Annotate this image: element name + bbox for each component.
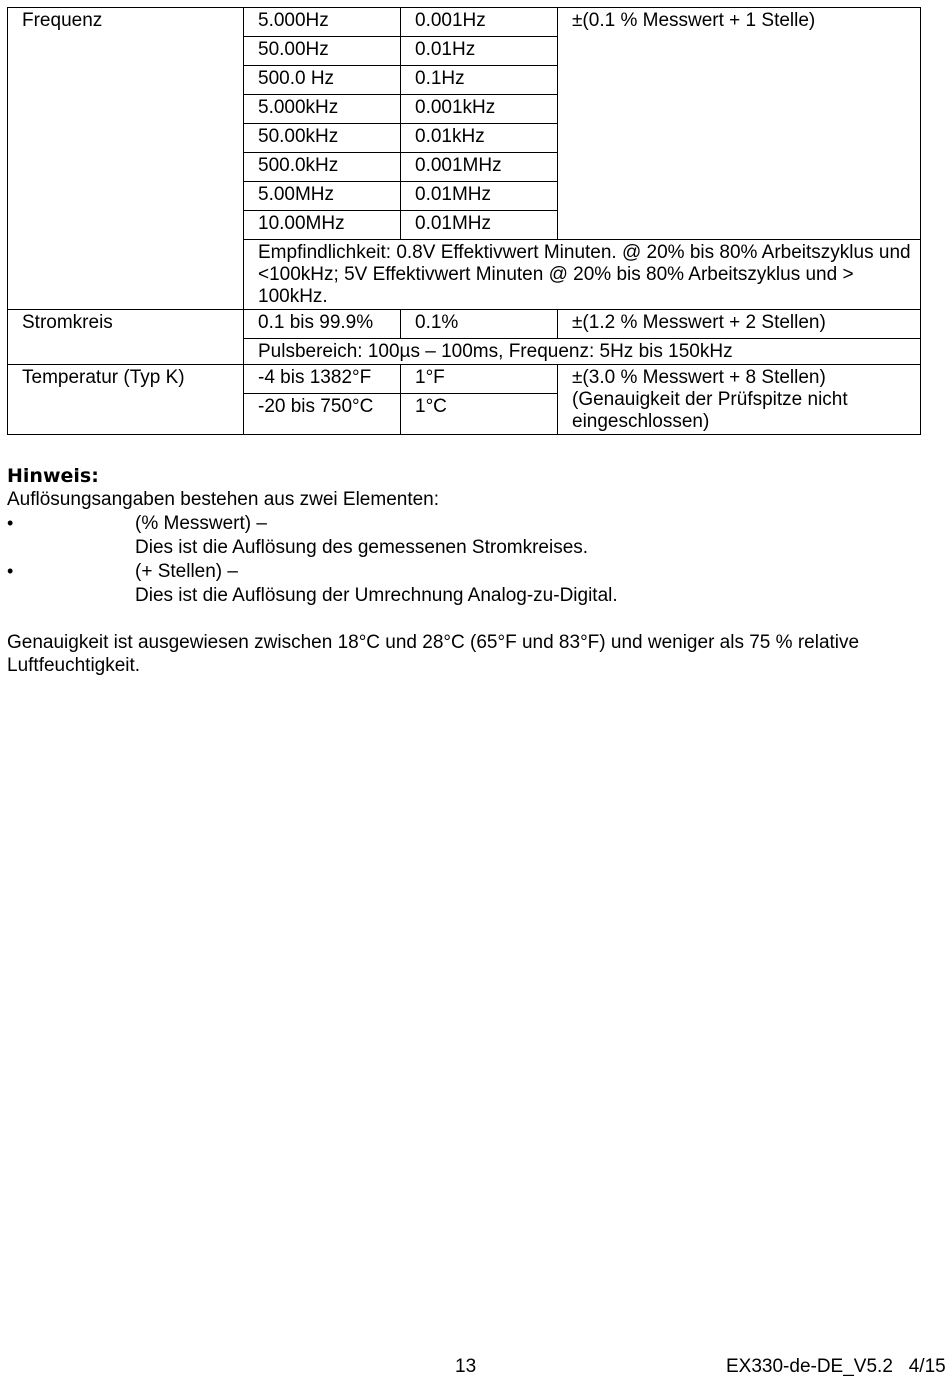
table-row bbox=[8, 8, 921, 37]
accuracy-cell: ±(0.1 % Messwert + 1 Stelle) bbox=[558, 8, 921, 240]
range-cell: 50.00kHz bbox=[244, 124, 401, 153]
resolution-cell: 0.1Hz bbox=[401, 66, 558, 95]
bullet-title: (+ Stellen) – bbox=[135, 561, 238, 582]
bullet-title: (% Messwert) – bbox=[135, 513, 267, 534]
page-number: 13 bbox=[455, 1356, 477, 1377]
resolution-intro: Auflösungsangaben bestehen aus zwei Elementen: bbox=[7, 489, 440, 510]
accuracy-cell: ±(1.2 % Messwert + 2 Stellen) bbox=[558, 310, 921, 339]
accuracy-conditions-note: Genauigkeit ist ausgewiesen zwischen 18°C und 28°C (65°F und 83°F) und weniger als 75 % relative Luftfeuchtigkeit. bbox=[7, 632, 860, 676]
function-label-frequency-continued bbox=[8, 240, 244, 310]
range-cell: 5.00MHz bbox=[244, 182, 401, 211]
range-cell: 10.00MHz bbox=[244, 211, 401, 240]
resolution-cell: 0.1% bbox=[401, 310, 558, 339]
bullet-icon: • bbox=[7, 561, 14, 581]
specifications-table bbox=[7, 7, 921, 435]
document-id: EX330-de-DE_V5.2 4/15 bbox=[726, 1356, 946, 1377]
function-label-frequency: Frequenz bbox=[8, 8, 244, 240]
resolution-cell: 1°F bbox=[401, 365, 558, 394]
bullet-description: Dies ist die Auflösung des gemessenen Stromkreises. bbox=[135, 537, 589, 558]
resolution-cell: 0.01MHz bbox=[401, 182, 558, 211]
note-heading: Hinweis: bbox=[7, 465, 99, 487]
accuracy-cell: ±(3.0 % Messwert + 8 Stellen) (Genauigkeit der Prüfspitze nicht eingeschlossen) bbox=[558, 365, 921, 435]
range-cell: 0.1 bis 99.9% bbox=[244, 310, 401, 339]
range-cell: 5.000kHz bbox=[244, 95, 401, 124]
frequency-sensitivity-note: Empfindlichkeit: 0.8V Effektivwert Minuten. @ 20% bis 80% Arbeitszyklus und <100kHz; 5V Effektivwert Minuten @ 20% bis 80% Arbeitszyklus und > 100kHz. bbox=[244, 240, 921, 310]
range-cell: 500.0kHz bbox=[244, 153, 401, 182]
range-cell: 50.00Hz bbox=[244, 37, 401, 66]
bullet-icon: • bbox=[7, 513, 14, 533]
resolution-cell: 0.001kHz bbox=[401, 95, 558, 124]
pulse-range-note: Pulsbereich: 100µs – 100ms, Frequenz: 5Hz bis 150kHz bbox=[244, 339, 921, 365]
resolution-cell: 0.01MHz bbox=[401, 211, 558, 240]
range-cell: 500.0 Hz bbox=[244, 66, 401, 95]
resolution-cell: 0.01kHz bbox=[401, 124, 558, 153]
resolution-cell: 0.001MHz bbox=[401, 153, 558, 182]
table-row bbox=[8, 365, 921, 394]
resolution-cell: 0.001Hz bbox=[401, 8, 558, 37]
function-label-duty-cycle: Stromkreis bbox=[8, 310, 244, 365]
range-cell: -4 bis 1382°F bbox=[244, 365, 401, 394]
table-row bbox=[8, 240, 921, 310]
table-row bbox=[8, 310, 921, 339]
resolution-cell: 1°C bbox=[401, 394, 558, 435]
range-cell: -20 bis 750°C bbox=[244, 394, 401, 435]
bullet-description: Dies ist die Auflösung der Umrechnung Analog-zu-Digital. bbox=[135, 585, 618, 606]
resolution-cell: 0.01Hz bbox=[401, 37, 558, 66]
range-cell: 5.000Hz bbox=[244, 8, 401, 37]
function-label-temperature: Temperatur (Typ K) bbox=[8, 365, 244, 435]
